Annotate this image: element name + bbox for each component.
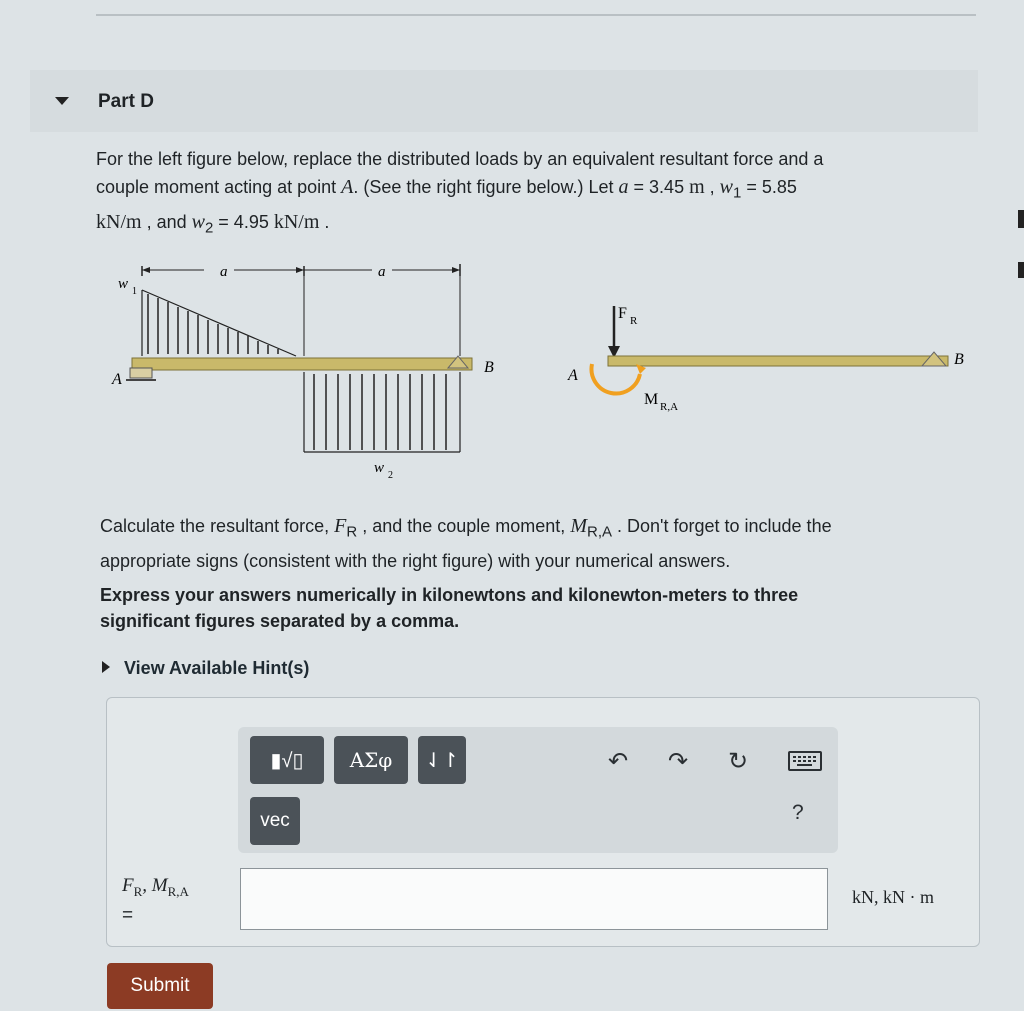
equals-sign: = xyxy=(122,905,134,926)
left-point-b-label: B xyxy=(484,359,494,376)
right-beam xyxy=(608,356,948,366)
top-divider xyxy=(96,14,976,16)
fr-label: F xyxy=(618,305,627,322)
fr-sub-label: R xyxy=(630,315,638,327)
edge-marker xyxy=(1018,210,1024,228)
right-point-a-label: A xyxy=(568,367,578,384)
templates-button[interactable]: ▮√▯ xyxy=(250,736,324,784)
problem-statement xyxy=(96,145,946,242)
prompt-line-1: For the left figure below, replace the distributed loads by an equivalent resultant force and a xyxy=(96,149,824,169)
w2-sub-label: 2 xyxy=(388,470,393,481)
redo-icon[interactable]: ↷ xyxy=(668,748,689,775)
uniform-load-arrows xyxy=(314,374,446,450)
fixed-support-icon xyxy=(130,368,152,378)
collapse-caret-icon[interactable] xyxy=(55,97,69,105)
undo-icon[interactable]: ↶ xyxy=(608,748,629,775)
left-point-a-label: A xyxy=(112,371,122,388)
w1-sub-label: 1 xyxy=(132,286,137,297)
vector-button[interactable]: vec xyxy=(250,797,300,845)
right-point-b-label: B xyxy=(954,351,964,368)
prompt-line-3: kN/m , and $w_2 = 4.95$ kN/m . xyxy=(96,210,330,237)
edge-marker xyxy=(1018,262,1024,278)
calc-line-1: Calculate the resultant force, $F_R$ , and the couple moment, $M_{R,A}$ . Don't forget to include the xyxy=(100,515,832,541)
view-hints-link[interactable]: View Available Hint(s) xyxy=(102,658,309,679)
part-header[interactable] xyxy=(30,70,978,132)
answer-format-instructions: Express your answers numerically in kilonewtons and kilonewton-meters to three significant figures separated by a comma. xyxy=(100,585,799,631)
mra-sub-label: R,A xyxy=(660,401,679,413)
greek-symbols-button[interactable]: ΑΣφ xyxy=(334,736,408,784)
beam-figure xyxy=(108,250,968,490)
arrows-button[interactable]: ⇃↾ xyxy=(418,736,466,784)
keyboard-icon[interactable] xyxy=(788,751,822,771)
mra-label: M xyxy=(644,391,659,408)
help-button[interactable]: ? xyxy=(792,801,804,824)
prompt-line-2: couple moment acting at point A. (See the right figure below.) Let a = 3.45 m , $w_1 = 5.85$ xyxy=(96,176,797,202)
expand-caret-icon xyxy=(102,661,110,673)
answer-variable-label: $F_R$, $M_{R,A}$ xyxy=(122,875,189,899)
left-beam-figure xyxy=(111,264,494,481)
w1-label: w xyxy=(118,276,129,292)
couple-moment-arrow xyxy=(591,364,640,393)
submit-button[interactable]: Submit xyxy=(107,963,213,1009)
a-dim-label-1: a xyxy=(220,264,228,280)
part-title: Part D xyxy=(98,91,154,112)
answer-units: kN, kN · m xyxy=(852,887,934,907)
w2-label: w xyxy=(374,460,385,476)
triangular-load-arrows xyxy=(148,294,278,354)
reset-icon[interactable]: ↻ xyxy=(728,748,749,775)
right-beam-figure xyxy=(567,305,964,413)
left-beam xyxy=(132,358,472,370)
a-dim-label-2: a xyxy=(378,264,386,280)
calc-line-2: appropriate signs (consistent with the right figure) with your numerical answers. xyxy=(100,550,731,571)
answer-input[interactable] xyxy=(240,868,828,930)
math-toolbar xyxy=(238,727,838,853)
calculation-instructions xyxy=(100,512,960,575)
